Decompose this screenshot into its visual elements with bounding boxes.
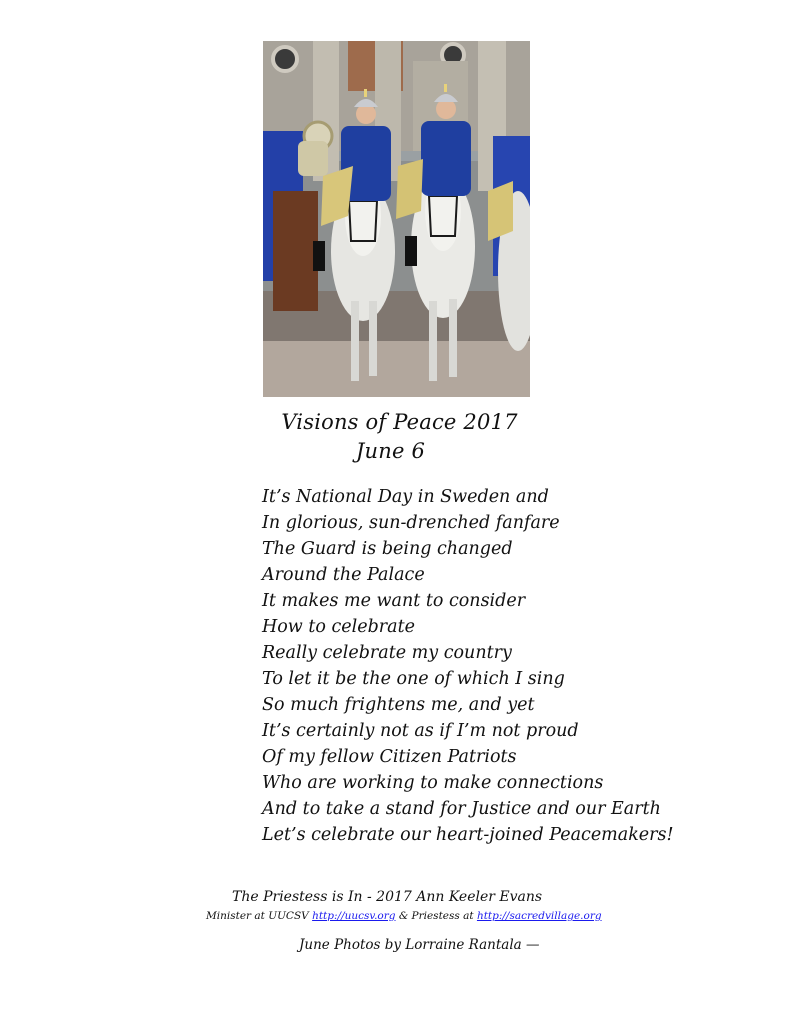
poem-line: In glorious, sun-drenched fanfare: [262, 513, 560, 533]
poem-line: Who are working to make connections: [262, 773, 604, 793]
poem-title: Visions of Peace 2017: [281, 410, 518, 434]
guard-photo-illustration: [263, 41, 530, 397]
poem-line: Let’s celebrate our heart-joined Peacemakers!: [262, 825, 674, 845]
poem-line: Really celebrate my country: [262, 643, 512, 663]
poem-line: So much frightens me, and yet: [262, 695, 535, 715]
photo-credit: June Photos by Lorraine Rantala —: [299, 937, 540, 953]
poem-date: June 6: [355, 439, 426, 463]
uucsv-link[interactable]: http://uucsv.org: [312, 910, 396, 922]
sacredvillage-link[interactable]: http://sacredvillage.org: [476, 910, 602, 922]
poem-line: It’s certainly not as if I’m not proud: [262, 721, 579, 741]
poem-line: The Guard is being changed: [262, 539, 513, 559]
guard-photo: [263, 41, 530, 397]
poem-line: And to take a stand for Justice and our Earth: [262, 799, 661, 819]
poem-line: How to celebrate: [262, 617, 415, 637]
priestess-prefix: & Priestess at: [395, 910, 477, 922]
poem-line: Of my fellow Citizen Patriots: [262, 747, 517, 767]
poem-line: Around the Palace: [262, 565, 425, 585]
poem-line: To let it be the one of which I sing: [262, 669, 565, 689]
poem-line: It makes me want to consider: [262, 591, 526, 611]
poem-body: [262, 484, 674, 848]
poem-line: It’s National Day in Sweden and: [262, 487, 549, 507]
minister-prefix: Minister at UUCSV: [206, 910, 313, 922]
byline: The Priestess is In - 2017 Ann Keeler Evans: [232, 889, 543, 905]
affiliation-line: [206, 910, 602, 922]
